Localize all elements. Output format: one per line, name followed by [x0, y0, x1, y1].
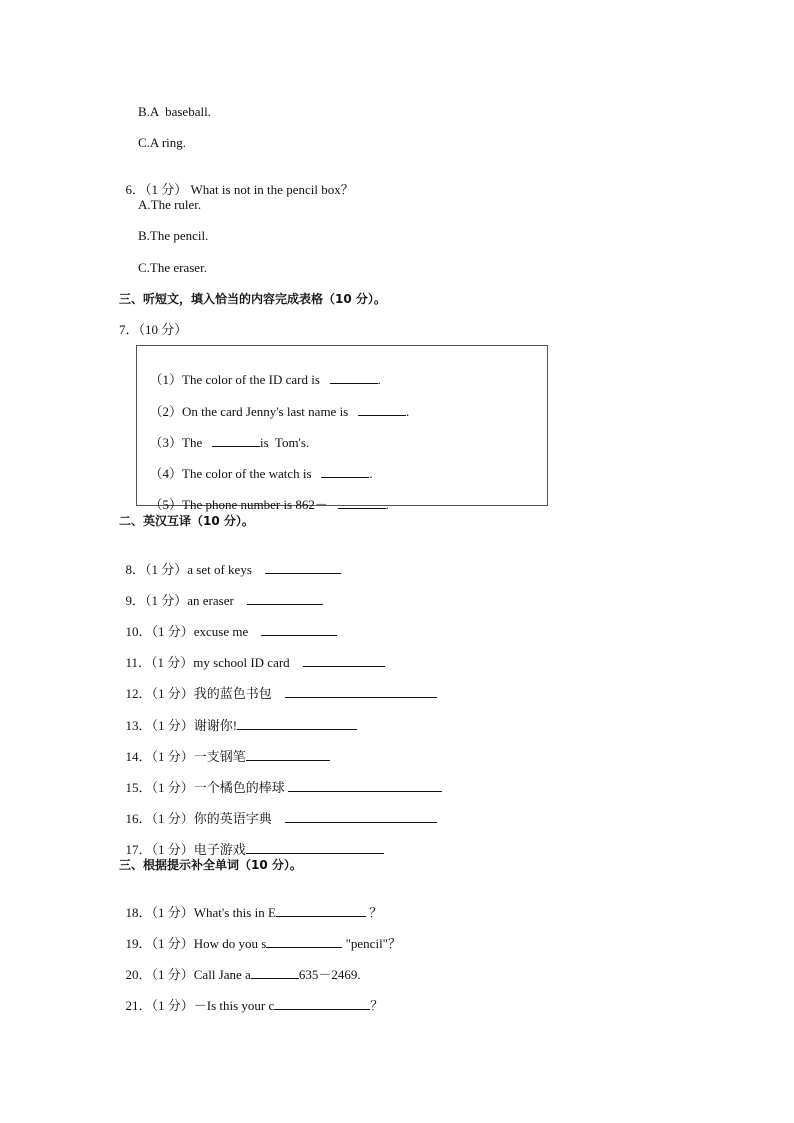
- question-text: 电子游戏: [193, 842, 246, 857]
- question-text: 一支钢笔: [193, 749, 246, 764]
- answer-blank[interactable]: [285, 810, 437, 823]
- answer-blank[interactable]: [247, 592, 323, 605]
- item-suffix: .: [385, 497, 389, 512]
- question-suffix: 635－2469.: [298, 967, 361, 982]
- question-20: [119, 950, 361, 983]
- question-text: What is not in the pencil box？: [190, 182, 354, 197]
- answer-blank[interactable]: [266, 935, 342, 948]
- question-18: [119, 888, 382, 921]
- question-text: my school ID card: [193, 655, 290, 670]
- question-text: How do you s: [193, 936, 267, 951]
- question-suffix: ？: [369, 905, 383, 920]
- question-number: 13．（1 分）: [125, 718, 194, 733]
- question-suffix: ？: [370, 998, 384, 1013]
- item-suffix: .: [377, 372, 381, 387]
- question-number: 16．（1 分）: [125, 811, 194, 826]
- q6-option-a: A.The ruler.: [138, 197, 202, 212]
- answer-blank[interactable]: [251, 966, 299, 979]
- question-14: [119, 732, 330, 765]
- question-8: [119, 545, 341, 578]
- item-suffix: .: [369, 466, 373, 481]
- question-10: [119, 607, 337, 640]
- answer-blank[interactable]: [274, 997, 370, 1010]
- q7-item-4: [143, 449, 373, 482]
- question-15: [119, 763, 442, 796]
- item-text: （5）The phone number is 862－: [149, 497, 328, 512]
- question-number: 12．（1 分）: [125, 686, 194, 701]
- answer-blank[interactable]: [237, 717, 357, 730]
- answer-blank[interactable]: [212, 434, 260, 447]
- question-number: 15．（1 分）: [125, 780, 194, 795]
- question-21: [119, 981, 383, 1014]
- answer-blank[interactable]: [265, 561, 341, 574]
- question-11: [119, 638, 385, 671]
- item-text: （2）On the card Jenny's last name is: [149, 404, 349, 419]
- answer-blank[interactable]: [246, 841, 384, 854]
- answer-blank[interactable]: [246, 748, 330, 761]
- question-number: 14．（1 分）: [125, 749, 194, 764]
- answer-blank[interactable]: [285, 685, 437, 698]
- question-9: [119, 576, 323, 609]
- question-number: 21．（1 分）: [125, 998, 194, 1013]
- question-text: excuse me: [193, 624, 249, 639]
- q7-item-5: [143, 480, 389, 513]
- question-number: 20．（1 分）: [125, 967, 194, 982]
- item-text: （1）The color of the ID card is: [149, 372, 320, 387]
- question-number: 6．（1 分）: [125, 182, 188, 197]
- question-text: an eraser: [187, 593, 234, 608]
- question-text: Call Jane a: [193, 967, 251, 982]
- question-13: [119, 701, 357, 734]
- question-number: 10．（1 分）: [125, 624, 194, 639]
- question-6: [119, 166, 354, 198]
- question-number: 18．（1 分）: [125, 905, 194, 920]
- question-16: [119, 794, 437, 827]
- section-heading-listening: 三、听短文，填入恰当的内容完成表格（10 分）。: [119, 292, 386, 306]
- question-number: 19．（1 分）: [125, 936, 194, 951]
- question-text: What's this in E: [193, 905, 276, 920]
- answer-blank[interactable]: [358, 403, 406, 416]
- q6-option-c: C.The eraser.: [138, 260, 207, 275]
- answer-blank[interactable]: [303, 654, 385, 667]
- item-text: （4）The color of the watch is: [149, 466, 312, 481]
- question-suffix: "pencil"？: [345, 936, 401, 951]
- question-number: 17．（1 分）: [125, 842, 194, 857]
- question-text: 你的英语字典: [193, 811, 272, 826]
- question-text: 谢谢你!: [193, 718, 238, 733]
- item-text: （3）The: [149, 435, 203, 450]
- question-text: －Is this your c: [193, 998, 275, 1013]
- q5-option-b: B.A baseball.: [138, 104, 211, 119]
- question-text: 一个橘色的棒球: [193, 780, 285, 795]
- answer-blank[interactable]: [288, 779, 442, 792]
- question-text: 我的蓝色书包: [193, 686, 272, 701]
- question-17: [119, 825, 384, 858]
- answer-blank[interactable]: [276, 904, 366, 917]
- answer-blank[interactable]: [338, 496, 386, 509]
- answer-blank[interactable]: [261, 623, 337, 636]
- question-number: 8．（1 分）: [125, 562, 188, 577]
- q7-item-2: [143, 387, 409, 420]
- answer-blank[interactable]: [330, 371, 378, 384]
- question-text: a set of keys: [187, 562, 252, 577]
- question-number: 9．（1 分）: [125, 593, 188, 608]
- question-number: 11．（1 分）: [125, 655, 194, 670]
- answer-blank[interactable]: [321, 465, 369, 478]
- question-12: [119, 669, 437, 702]
- q6-option-b: B.The pencil.: [138, 228, 209, 243]
- question-7-number: 7．（10 分）: [119, 322, 188, 337]
- question-19: [119, 919, 401, 952]
- q7-item-1: [143, 355, 381, 388]
- item-suffix: .: [406, 404, 410, 419]
- section-heading-translation: 二、英汉互译（10 分）。: [119, 514, 254, 528]
- q7-item-3: [143, 418, 309, 451]
- section-heading-complete-words: 三、根据提示补全单词（10 分）。: [119, 858, 302, 872]
- item-suffix: is Tom's.: [259, 435, 310, 450]
- q5-option-c: C.A ring.: [138, 135, 187, 150]
